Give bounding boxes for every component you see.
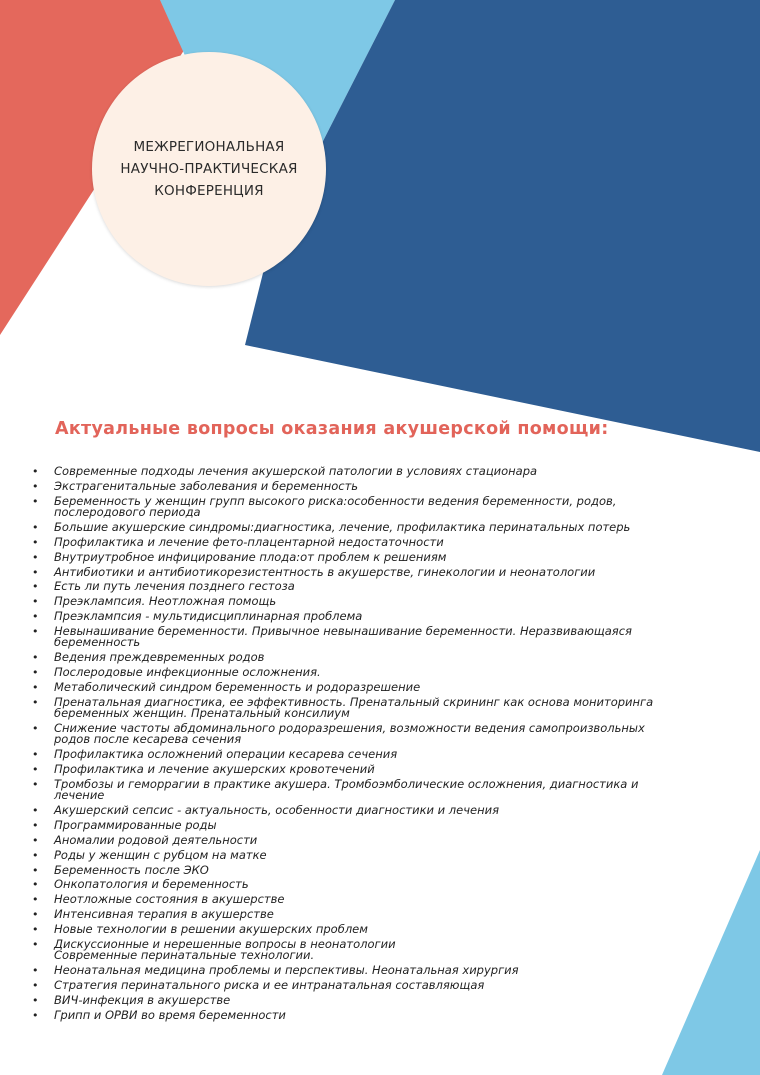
bullet-icon: • (32, 748, 39, 762)
bullet-icon: • (32, 479, 39, 493)
bullet-icon: • (32, 993, 39, 1007)
conference-title-line: НАУЧНО-ПРАКТИЧЕСКАЯ (120, 161, 298, 177)
topic-item (32, 493, 672, 519)
topic-item (32, 1007, 672, 1022)
bullet-icon: • (32, 964, 39, 978)
bullet-icon: • (32, 818, 39, 832)
topic-item (32, 626, 672, 648)
bullet-icon: • (32, 680, 39, 694)
bullet-icon: • (32, 923, 39, 937)
topic-item (32, 832, 672, 847)
bullet-icon: • (32, 937, 39, 951)
topic-text: Акушерский сепсис - актуальность, особенности диагностики и лечения (54, 802, 499, 817)
bullet-icon: • (32, 610, 39, 624)
topic-item (32, 894, 672, 905)
topic-text: Экстрагенитальные заболевания и беременность (54, 478, 359, 493)
topic-item (32, 564, 672, 579)
topic-item (32, 761, 672, 776)
topic-text: Дискуссионные и нерешенные вопросы в неонатологии (54, 936, 396, 951)
topic-item (32, 694, 672, 721)
topic-text: Современные подходы лечения акушерской патологии в условиях стационара (54, 464, 538, 478)
topic-text: Программированные роды (54, 817, 217, 832)
topic-item (32, 478, 672, 493)
topic-text: Аномалии родовой деятельности (54, 832, 258, 847)
topic-item (32, 581, 672, 592)
topic-item (32, 862, 672, 877)
bullet-icon: • (32, 777, 39, 791)
topic-text: Профилактика и лечение акушерских кровотечений (54, 761, 375, 776)
bullet-icon: • (32, 1008, 39, 1022)
bullet-icon: • (32, 535, 39, 549)
topic-text: Роды у женщин с рубцом на матке (54, 847, 267, 862)
bullet-icon: • (32, 520, 39, 534)
topic-item (32, 965, 672, 976)
topic-item (32, 977, 672, 992)
topic-item (32, 749, 672, 760)
topic-text: Профилактика осложнений операции кесарева сечения (54, 747, 398, 762)
topic-item (32, 611, 672, 622)
bullet-icon: • (32, 625, 39, 639)
light-blue-corner-shape (662, 850, 760, 1075)
topic-text: Профилактика и лечение фето-плацентарной недостаточности (54, 534, 444, 549)
topic-item (32, 776, 672, 803)
topic-text: лечение (54, 788, 105, 803)
topic-text: Интенсивная терапия в акушерстве (54, 907, 274, 922)
topic-item (32, 802, 672, 817)
bullet-icon: • (32, 762, 39, 776)
topic-text: Беременность у женщин групп высокого риска:особенности ведения беременности, родов, (54, 493, 617, 508)
topic-item (32, 924, 672, 935)
topic-text: родов после кесарева сечения (54, 732, 242, 747)
topic-item (32, 720, 672, 747)
topic-text: Большие акушерские синдромы:диагностика, лечение, профилактика перинатальных потерь (54, 519, 631, 534)
bullet-icon: • (32, 863, 39, 877)
bullet-icon: • (32, 833, 39, 847)
topic-item (32, 879, 672, 890)
topic-text: Онкопатология и беременность (54, 877, 249, 892)
bullet-icon: • (32, 893, 39, 907)
topic-text: Стратегия перинатального риска и ее интранатальная составляющая (54, 977, 485, 992)
bullet-icon: • (32, 565, 39, 579)
conference-title-badge (92, 52, 326, 286)
topic-item (32, 847, 672, 862)
topic-text: Ведения преждевременных родов (54, 650, 265, 665)
topic-item (32, 549, 672, 564)
topic-text: Современные перинатальные технологии. (54, 948, 315, 963)
topic-text: ВИЧ-инфекция в акушерстве (54, 992, 231, 1007)
topic-text: Грипп и ОРВИ во время беременности (54, 1007, 286, 1022)
bullet-icon: • (32, 550, 39, 564)
topic-text: послеродового периода (54, 504, 201, 519)
bullet-icon: • (32, 465, 39, 478)
conference-title-line: КОНФЕРЕНЦИЯ (154, 183, 264, 199)
topic-text: Невынашивание беременности. Привычное невынашивание беременности. Неразвивающаяся (54, 624, 632, 639)
topic-item (32, 534, 672, 549)
bullet-icon: • (32, 580, 39, 594)
topic-text: Антибиотики и антибиотикорезистентность в акушерстве, гинекологии и неонатологии (54, 564, 596, 579)
bullet-icon: • (32, 803, 39, 817)
bullet-icon: • (32, 848, 39, 862)
section-heading: Актуальные вопросы оказания акушерской помощи: (55, 419, 609, 439)
conference-title-line: МЕЖРЕГИОНАЛЬНАЯ (133, 139, 285, 155)
topic-text: Внутриутробное инфицирование плода:от проблем к решениям (54, 549, 447, 564)
topic-text: Неонатальная медицина проблемы и перспективы. Неонатальная хирургия (54, 963, 519, 978)
topic-text: Пренатальная диагностика, ее эффективность. Пренатальный скрининг как основа мониторинга (54, 694, 654, 709)
topic-item (32, 909, 672, 920)
topic-item (32, 936, 672, 963)
topic-text: Послеродовые инфекционные осложнения. (54, 665, 321, 680)
topic-text: Тромбозы и геморрагии в практике акушера. Тромбоэмболические осложнения, диагностика и (54, 776, 639, 791)
topic-item (32, 652, 672, 663)
topic-text: Новые технологии в решении акушерских проблем (54, 922, 368, 937)
topic-text: Преэклампсия - мультидисциплинарная проблема (54, 609, 363, 624)
bullet-icon: • (32, 721, 39, 735)
topic-item (32, 596, 672, 607)
topic-item (32, 667, 672, 678)
topic-text: беременных женщин. Пренатальный консилиум (54, 706, 350, 721)
topic-text: Беременность после ЭКО (54, 862, 209, 877)
topic-item (32, 466, 672, 477)
topic-text: Есть ли путь лечения позднего гестоза (54, 579, 295, 594)
topic-item (32, 817, 672, 832)
topic-text: Преэклампсия. Неотложная помощь (54, 594, 277, 609)
bullet-icon: • (32, 695, 39, 709)
topic-text: Снижение частоты абдоминального родоразрешения, возможности ведения самопроизвольных (54, 720, 645, 735)
topic-list (32, 466, 672, 1025)
bullet-icon: • (32, 878, 39, 892)
topic-text: Неотложные состояния в акушерстве (54, 892, 285, 907)
bullet-icon: • (32, 651, 39, 665)
topic-text: беременность (54, 635, 141, 650)
bullet-icon: • (32, 595, 39, 609)
bullet-icon: • (32, 978, 39, 992)
bullet-icon: • (32, 908, 39, 922)
topic-item (32, 679, 672, 694)
topic-item (32, 992, 672, 1007)
bullet-icon: • (32, 494, 39, 508)
topic-item (32, 519, 672, 534)
bullet-icon: • (32, 666, 39, 680)
topic-text: Метаболический синдром беременность и родоразрешение (54, 679, 421, 694)
